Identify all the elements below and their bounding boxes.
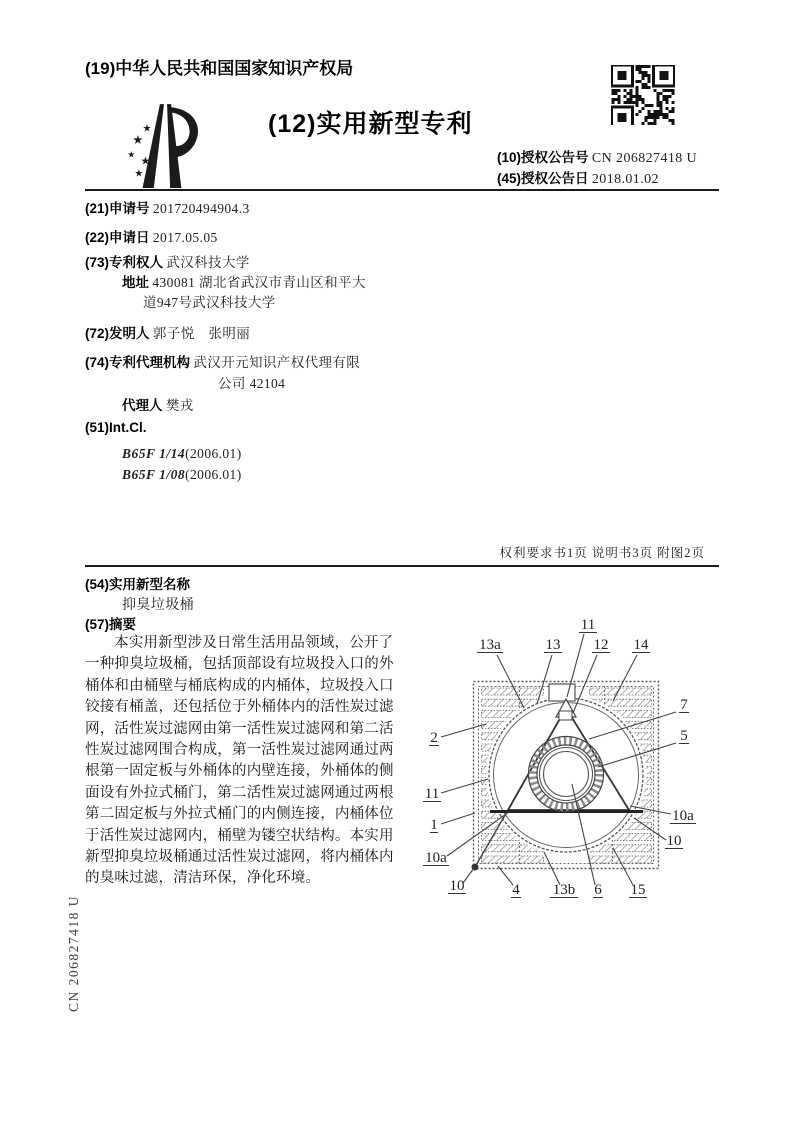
agency-line2: 公司 42104	[218, 376, 286, 391]
agency-label: (74)专利代理机构	[85, 355, 191, 370]
qr-module	[630, 95, 633, 98]
agency-line1: 武汉开元知识产权代理有限	[193, 355, 361, 370]
qr-module	[666, 98, 669, 101]
qr-module	[663, 98, 666, 101]
qr-module	[642, 83, 645, 86]
app-date-value: 2017.05.05	[152, 230, 218, 245]
qr-module	[618, 98, 621, 101]
callout-leader-line	[441, 813, 475, 824]
qr-module	[645, 74, 648, 77]
qr-module	[624, 101, 627, 104]
qr-module	[648, 122, 651, 125]
qr-code	[611, 65, 675, 125]
qr-module	[654, 113, 657, 116]
qr-module	[666, 95, 669, 98]
qr-module	[615, 89, 618, 92]
issuing-office: (19)中华人民共和国国家知识产权局	[85, 59, 354, 78]
qr-module	[642, 65, 645, 68]
qr-module	[618, 89, 621, 92]
qr-module	[645, 104, 648, 107]
qr-module	[627, 98, 630, 101]
intcl-entry-1	[122, 446, 242, 462]
publication-number-row	[497, 146, 697, 167]
qr-module	[657, 110, 660, 113]
app-no-value: 201720494904.3	[152, 201, 250, 216]
qr-module	[612, 98, 615, 101]
callout-leader-line	[613, 848, 633, 885]
qr-module	[657, 101, 660, 104]
pub-no-label: (10)授权公告号	[497, 150, 589, 165]
qr-module	[660, 113, 663, 116]
qr-module	[666, 89, 669, 92]
patentee-row	[85, 251, 250, 271]
qr-module	[645, 116, 648, 119]
logo-bar-left	[143, 104, 164, 188]
qr-module	[639, 80, 642, 83]
qr-module	[630, 98, 633, 101]
abstract-line: 的臭味过滤，清洁环保，净化环境。	[85, 870, 321, 887]
qr-module	[672, 107, 675, 110]
qr-module	[636, 92, 639, 95]
callout-leader-line	[441, 724, 486, 737]
pub-date-label: (45)授权公告日	[497, 171, 589, 186]
qr-module	[636, 95, 639, 98]
agent-row	[122, 394, 194, 414]
qr-module	[633, 101, 636, 104]
qr-module	[612, 92, 615, 95]
callout-label: 14	[633, 637, 649, 653]
qr-module	[648, 74, 651, 77]
qr-module	[642, 122, 645, 125]
qr-module	[648, 86, 651, 89]
qr-module	[627, 92, 630, 95]
qr-module	[636, 86, 639, 89]
inventor-label: (72)发明人	[85, 326, 150, 341]
qr-module	[636, 80, 639, 83]
invention-title: 抑臭垃圾桶	[122, 598, 194, 613]
qr-module	[642, 98, 645, 101]
qr-module	[630, 92, 633, 95]
abstract-line: 第二固定板与外拉式桶门的内侧连接，内桶体位	[85, 806, 394, 823]
qr-finder-core	[618, 71, 627, 80]
callout-label: 10a	[425, 850, 447, 866]
qr-module	[645, 86, 648, 89]
qr-module	[666, 113, 669, 116]
qr-module	[669, 110, 672, 113]
callout-label: 7	[680, 697, 688, 713]
intcl-row	[85, 420, 147, 436]
intcl-entry-2	[122, 467, 242, 483]
qr-module	[648, 110, 651, 113]
callout-label: 11	[580, 617, 596, 633]
qr-module	[633, 95, 636, 98]
side-publication-code: CN 206827418 U	[66, 894, 81, 1012]
qr-module	[672, 122, 675, 125]
qr-module	[639, 110, 642, 113]
vent-slot	[482, 688, 544, 695]
qr-module	[627, 101, 630, 104]
pub-no-value: CN 206827418 U	[591, 151, 698, 166]
qr-module	[642, 74, 645, 77]
qr-module	[651, 122, 654, 125]
address-line1: 430081 湖北省武汉市青山区和平大	[152, 275, 366, 290]
inventor-value: 郭子悦 张明丽	[152, 326, 251, 341]
qr-module	[645, 65, 648, 68]
callout-label: 4	[512, 882, 520, 898]
qr-module	[612, 89, 615, 92]
qr-module	[642, 107, 645, 110]
intcl-1-code: B65F 1/14	[122, 446, 186, 461]
abstract-line: 新型抑臭垃圾桶通过活性炭过滤网，将内桶体内	[85, 849, 394, 866]
callout-label: 13b	[552, 882, 576, 898]
agency-row-2	[218, 372, 285, 392]
callout-label: 1	[430, 817, 438, 833]
qr-module	[660, 92, 663, 95]
application-date-row	[85, 226, 218, 246]
qr-module	[672, 101, 675, 104]
qr-module	[630, 89, 633, 92]
qr-module	[672, 92, 675, 95]
qr-module	[657, 104, 660, 107]
callout-label: 11	[424, 786, 440, 802]
qr-module	[666, 116, 669, 119]
callout-label: 2	[430, 730, 438, 746]
qr-module	[645, 119, 648, 122]
callout-label: 15	[630, 882, 646, 898]
callout-leader-line	[441, 779, 488, 793]
abstract-text	[85, 633, 421, 890]
agency-row	[85, 351, 360, 371]
abstract-label: (57)摘要	[85, 617, 137, 632]
abstract-line: 于活性炭过滤网内，桶壁为镂空状结构。本实用	[85, 827, 394, 844]
qr-module	[624, 95, 627, 98]
qr-module	[663, 89, 666, 92]
qr-module	[657, 92, 660, 95]
qr-module	[636, 104, 639, 107]
qr-module	[636, 65, 639, 68]
qr-module	[663, 95, 666, 98]
qr-module	[666, 107, 669, 110]
abstract-line: 性炭过滤网围合构成，第一活性炭过滤网通过两	[85, 742, 394, 759]
qr-module	[636, 68, 639, 71]
app-no-label: (21)申请号	[85, 201, 150, 216]
callout-label: 10	[666, 833, 682, 849]
mid-rule	[85, 565, 719, 567]
cnipa-logo	[122, 98, 206, 190]
qr-module	[648, 116, 651, 119]
qr-module	[657, 98, 660, 101]
qr-module	[648, 65, 651, 68]
address-label: 地址	[122, 275, 149, 290]
doc-type-title: (12)实用新型专利	[268, 110, 473, 138]
qr-module	[660, 104, 663, 107]
qr-module	[639, 95, 642, 98]
intcl-2-version: (2006.01)	[185, 467, 242, 482]
qr-module	[669, 119, 672, 122]
pub-date-value: 2018.01.02	[591, 172, 659, 187]
abstract-line: 根第一固定板与外桶体的内壁连接，外桶体的侧	[85, 763, 394, 780]
qr-module	[648, 104, 651, 107]
address-row	[122, 271, 366, 291]
qr-module	[672, 89, 675, 92]
qr-module	[663, 116, 666, 119]
utility-name-label: (54)实用新型名称	[85, 577, 191, 592]
qr-module	[615, 92, 618, 95]
logo-star-icon: ★	[134, 168, 144, 180]
qr-finder-core	[660, 71, 669, 80]
logo-star-icon: ★	[127, 149, 136, 160]
qr-module	[636, 113, 639, 116]
agent-value: 樊戎	[165, 398, 194, 413]
qr-finder-core	[618, 113, 627, 122]
address-row-2	[143, 291, 276, 311]
qr-module	[660, 107, 663, 110]
qr-module	[645, 71, 648, 74]
patentee-value: 武汉科技大学	[166, 255, 250, 270]
pages-info: 权利要求书1页 说明书3页 附图2页	[499, 546, 705, 560]
qr-module	[654, 89, 657, 92]
logo-star-icon: ★	[132, 133, 144, 147]
qr-module	[672, 119, 675, 122]
qr-module	[639, 71, 642, 74]
qr-module	[651, 113, 654, 116]
callout-label: 5	[680, 728, 688, 744]
qr-module	[642, 86, 645, 89]
qr-module	[666, 101, 669, 104]
address-line2: 道947号武汉科技大学	[143, 295, 276, 310]
qr-module	[636, 98, 639, 101]
qr-module	[648, 113, 651, 116]
application-number-row	[85, 197, 250, 217]
vent-slot	[482, 856, 544, 863]
intcl-1-version: (2006.01)	[185, 446, 242, 461]
callout-label: 12	[593, 637, 609, 653]
agent-label: 代理人	[122, 398, 163, 413]
callout-label: 10	[449, 878, 465, 894]
callout-label: 13	[545, 637, 561, 653]
qr-module	[642, 101, 645, 104]
qr-module	[612, 101, 615, 104]
header-rule	[85, 189, 719, 191]
qr-module	[657, 116, 660, 119]
qr-module	[618, 95, 621, 98]
abstract-line: 面设有外拉式桶门，第二活性炭过滤网通过两根	[85, 784, 394, 801]
qr-module	[657, 113, 660, 116]
abstract-line: 本实用新型涉及日常生活用品领域，公开了	[114, 635, 394, 651]
intcl-2-code: B65F 1/08	[122, 467, 186, 482]
qr-module	[669, 95, 672, 98]
patentee-label: (73)专利权人	[85, 255, 164, 270]
qr-module	[654, 110, 657, 113]
qr-module	[654, 119, 657, 122]
qr-module	[651, 104, 654, 107]
callout-leader-line	[463, 868, 474, 883]
publication-date-row	[497, 167, 659, 188]
abstract-line: 桶体和由桶壁与桶底构成的内桶体，垃圾投入口	[85, 677, 394, 694]
qr-module	[636, 89, 639, 92]
logo-star-icon: ★	[142, 123, 152, 135]
vent-slot	[590, 688, 652, 695]
qr-module	[618, 101, 621, 104]
qr-module	[651, 116, 654, 119]
qr-module	[660, 110, 663, 113]
qr-module	[657, 95, 660, 98]
qr-module	[669, 89, 672, 92]
qr-module	[654, 116, 657, 119]
qr-module	[642, 71, 645, 74]
callout-label: 13a	[479, 637, 501, 653]
qr-module	[654, 122, 657, 125]
qr-module	[630, 101, 633, 104]
abstract-line: 网，活性炭过滤网由第一活性炭过滤网和第二活	[85, 720, 394, 737]
abstract-line: 铰接有桶盖，还包括位于外桶体内的活性炭过滤	[85, 699, 394, 716]
qr-module	[639, 98, 642, 101]
patent-figure	[418, 600, 720, 908]
qr-module	[672, 110, 675, 113]
intcl-label: (51)Int.Cl.	[85, 420, 147, 435]
qr-module	[660, 101, 663, 104]
lid-hinge-box	[549, 684, 575, 701]
qr-module	[645, 83, 648, 86]
qr-module	[639, 68, 642, 71]
callout-label: 10a	[672, 808, 694, 824]
qr-module	[648, 80, 651, 83]
qr-module	[639, 65, 642, 68]
inventor-row	[85, 322, 250, 342]
app-date-label: (22)申请日	[85, 230, 150, 245]
qr-module	[642, 77, 645, 80]
qr-module	[624, 89, 627, 92]
callout-label: 6	[594, 882, 602, 898]
logo-star-icon: ★	[140, 155, 151, 168]
qr-module	[663, 113, 666, 116]
abstract-line: 一种抑臭垃圾桶，包括顶部设有垃圾投入口的外	[85, 656, 394, 673]
qr-module	[636, 101, 639, 104]
qr-module	[615, 98, 618, 101]
qr-module	[648, 77, 651, 80]
